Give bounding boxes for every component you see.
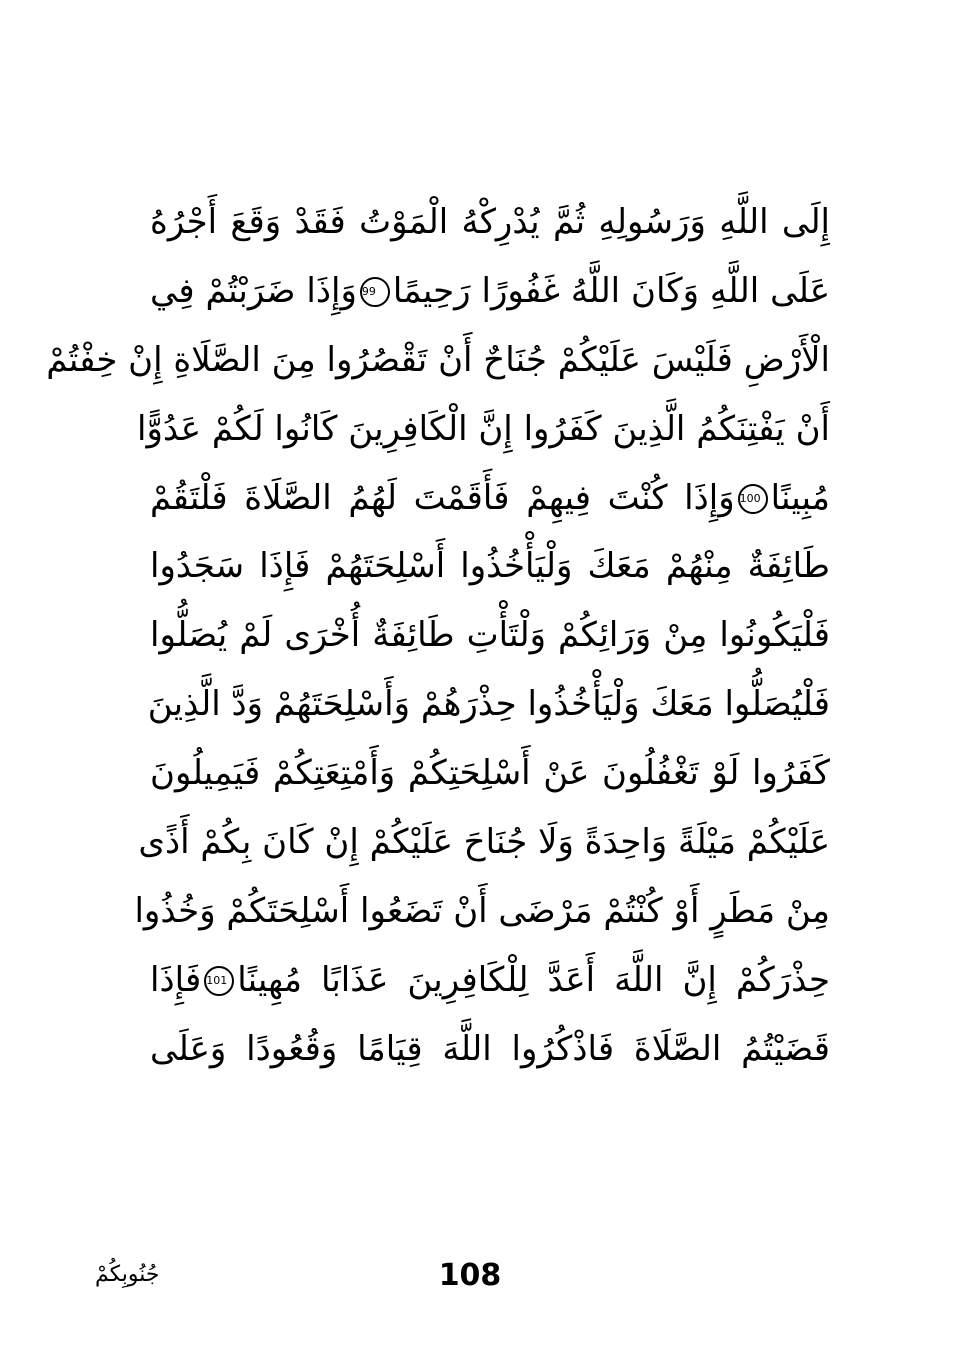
quran-text-block: [46, 188, 830, 1084]
catchword: جُنُوبِكُمْ: [95, 1262, 160, 1287]
text-line-7: [150, 601, 830, 670]
ayah-number-marker: 100: [738, 484, 768, 514]
line-text: فَلْيُصَلُّوا مَعَكَ وَلْيَأْخُذُوا حِذْرَهُمْ وَأَسْلِحَتَهُمْ وَدَّ الَّذِينَ: [147, 684, 830, 725]
line-text-after-marker: وَإِذَا ضَرَبْتُمْ فِي: [150, 270, 357, 311]
line-text: فَلْيَكُونُوا مِنْ وَرَائِكُمْ وَلْتَأْتِ طَائِفَةٌ أُخْرَى لَمْ يُصَلُّوا: [150, 615, 830, 656]
line-text: قَضَيْتُمُ الصَّلَاةَ فَاذْكُرُوا اللَّهَ قِيَامًا وَقُعُودًا وَعَلَى: [150, 1028, 830, 1069]
line-text: طَائِفَةٌ مِنْهُمْ مَعَكَ وَلْيَأْخُذُوا أَسْلِحَتَهُمْ فَإِذَا سَجَدُوا: [150, 546, 830, 587]
text-line-3: [46, 326, 830, 395]
line-text-after-marker: وَإِذَا كُنْتَ فِيهِمْ فَأَقَمْتَ لَهُمُ الصَّلَاةَ فَلْتَقُمْ: [150, 477, 735, 518]
line-text: أَنْ يَفْتِنَكُمُ الَّذِينَ كَفَرُوا إِنَّ الْكَافِرِينَ كَانُوا لَكُمْ عَدُوًّا: [137, 408, 830, 449]
line-text-after-marker: فَإِذَا: [150, 959, 202, 1000]
text-line-8: [147, 670, 830, 739]
text-line-12: [150, 946, 830, 1015]
text-line-1: [150, 188, 830, 257]
text-line-6: [150, 532, 830, 601]
text-line-11: [134, 877, 830, 946]
text-line-2: [150, 257, 830, 326]
text-line-4: [137, 395, 830, 464]
line-text: حِذْرَكُمْ إِنَّ اللَّهَ أَعَدَّ لِلْكَافِرِينَ عَذَابًا مُهِينًا: [237, 959, 830, 1000]
ayah-number-marker: 99: [360, 277, 390, 307]
page-number: 108: [438, 1258, 502, 1293]
text-line-10: [138, 808, 830, 877]
line-text: عَلَيْكُمْ مَيْلَةً وَاحِدَةً وَلَا جُنَاحَ عَلَيْكُمْ إِنْ كَانَ بِكُمْ أَذًى: [138, 822, 830, 863]
text-line-13: [150, 1015, 830, 1084]
line-text: عَلَى اللَّهِ وَكَانَ اللَّهُ غَفُورًا رَحِيمًا: [392, 270, 830, 311]
line-text: كَفَرُوا لَوْ تَغْفُلُونَ عَنْ أَسْلِحَتِكُمْ وَأَمْتِعَتِكُمْ فَيَمِيلُونَ: [150, 753, 830, 794]
text-line-9: [150, 739, 830, 808]
line-text: الْأَرْضِ فَلَيْسَ عَلَيْكُمْ جُنَاحٌ أَنْ تَقْصُرُوا مِنَ الصَّلَاةِ إِنْ خِفْتُمْ: [46, 339, 830, 380]
line-text: مِنْ مَطَرٍ أَوْ كُنْتُمْ مَرْضَى أَنْ تَضَعُوا أَسْلِحَتَكُمْ وَخُذُوا: [134, 890, 830, 931]
line-text: إِلَى اللَّهِ وَرَسُولِهِ ثُمَّ يُدْرِكْهُ الْمَوْتُ فَقَدْ وَقَعَ أَجْرُهُ: [150, 202, 830, 242]
line-text: مُبِينًا: [770, 477, 830, 518]
ayah-number-marker: 101: [204, 966, 234, 996]
text-line-5: [150, 464, 830, 533]
